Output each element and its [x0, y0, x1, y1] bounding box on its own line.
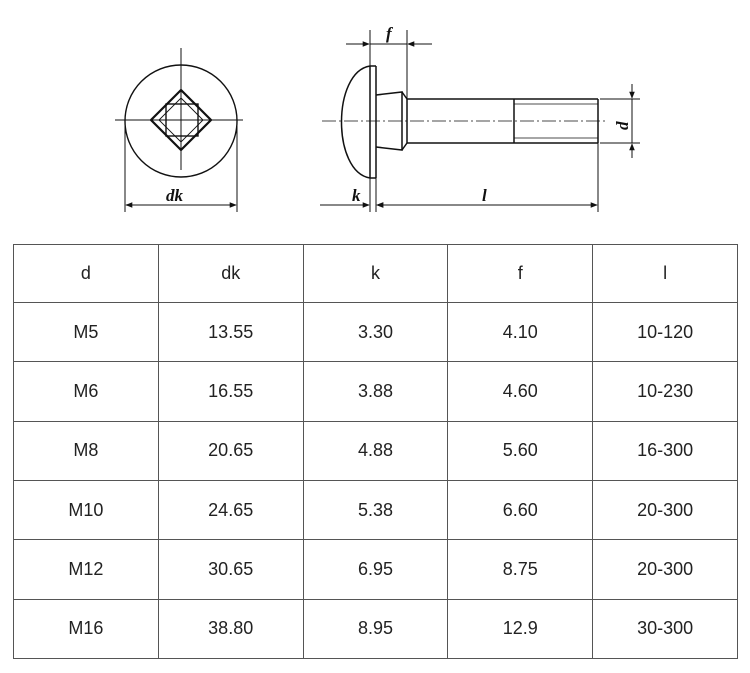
cell-dk: 13.55 [158, 303, 303, 362]
cell-f: 4.60 [448, 362, 593, 421]
cell-d: M6 [14, 362, 159, 421]
cell-f: 4.10 [448, 303, 593, 362]
table-header-row [14, 245, 738, 303]
cell-f: 6.60 [448, 480, 593, 539]
table-row [14, 599, 738, 658]
cell-dk: 24.65 [158, 480, 303, 539]
cell-d: M5 [14, 303, 159, 362]
column-header-k: k [303, 245, 448, 303]
cell-l: 20-300 [593, 480, 738, 539]
l-dimension [377, 143, 598, 212]
cell-l: 20-300 [593, 540, 738, 599]
table-row [14, 540, 738, 599]
cell-k: 8.95 [303, 599, 448, 658]
column-header-f: f [448, 245, 593, 303]
cell-k: 5.38 [303, 480, 448, 539]
k-label: k [352, 186, 361, 205]
cell-k: 4.88 [303, 421, 448, 480]
cell-k: 3.88 [303, 362, 448, 421]
cell-f: 5.60 [448, 421, 593, 480]
cell-l: 30-300 [593, 599, 738, 658]
dk-label: dk [166, 186, 183, 205]
cell-k: 6.95 [303, 540, 448, 599]
table-row [14, 362, 738, 421]
cell-d: M10 [14, 480, 159, 539]
cell-d: M16 [14, 599, 159, 658]
column-header-d: d [14, 245, 159, 303]
d-label: d [613, 121, 632, 130]
cell-k: 3.30 [303, 303, 448, 362]
cell-f: 8.75 [448, 540, 593, 599]
table-row [14, 421, 738, 480]
dimensions-table [13, 244, 738, 659]
carriage-bolt-drawing [0, 0, 750, 230]
cell-dk: 30.65 [158, 540, 303, 599]
table-row [14, 480, 738, 539]
cell-dk: 20.65 [158, 421, 303, 480]
table-row [14, 303, 738, 362]
cell-l: 10-120 [593, 303, 738, 362]
cell-l: 10-230 [593, 362, 738, 421]
f-label: f [386, 24, 392, 43]
cell-d: M12 [14, 540, 159, 599]
column-header-l: l [593, 245, 738, 303]
bolt-side-view [342, 66, 599, 178]
cell-f: 12.9 [448, 599, 593, 658]
cell-d: M8 [14, 421, 159, 480]
cell-dk: 38.80 [158, 599, 303, 658]
cell-l: 16-300 [593, 421, 738, 480]
column-header-dk: dk [158, 245, 303, 303]
l-label: l [482, 186, 487, 205]
cell-dk: 16.55 [158, 362, 303, 421]
